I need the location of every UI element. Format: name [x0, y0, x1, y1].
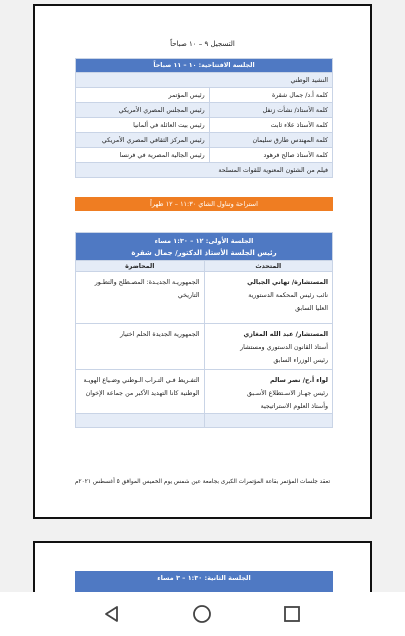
- speaker-cell: [204, 370, 333, 414]
- opening-role: رئيس المركز الثقافي المصري الأمريكي: [76, 133, 210, 148]
- speaker-bio: وأستاذ العلوم الاستراتيجية: [260, 403, 328, 410]
- registration-line: التسجيل ٩ – ١٠ صباحاً: [170, 40, 235, 48]
- lecture-title: الجمهوريـة الجديـدة: المصـطلح والتطـور: [94, 279, 200, 286]
- session1-header: [76, 233, 333, 261]
- lecture-cell: [76, 370, 205, 414]
- break-banner: استراحة وتناول الشاي ١١:٣٠ – ١٢ ظهراً: [75, 197, 333, 211]
- speaker-bio: العليا السابق: [295, 305, 328, 312]
- opening-role: رئيس الجالية المصرية في فرنسا: [76, 148, 210, 163]
- session1-time: الجلسة الأولى: ١٢ – ١:٣٠ مساء: [154, 236, 254, 245]
- opening-speech: كلمة الأستاذ صالح فرهود: [209, 148, 332, 163]
- lecture-title: التاريخي: [177, 292, 200, 299]
- speaker-bio: رئيس جهـاز الاسـتطلاع الأسـبق: [247, 390, 328, 397]
- back-triangle-icon: [103, 605, 121, 623]
- lecture-title: التفـريط فـي التـراب الـوطني وضـياع الهويـة: [83, 377, 200, 384]
- opening-speech: كلمة المهندس طارق سليمان: [209, 133, 332, 148]
- speaker-name: المستشار/ عبد الله المغازي: [243, 331, 328, 338]
- session1-chair: رئيس الجلسة الأستاذ الدكتور/ جمال شقرة: [131, 248, 277, 257]
- opening-role: رئيس المؤتمر: [76, 88, 210, 103]
- speaker-cell: [204, 272, 333, 324]
- opening-session-table: [75, 58, 333, 178]
- speaker-name: لواء أ.ح/ نصر سالم: [269, 377, 328, 384]
- venue-footer: تعقد جلسات المؤتمر بقاعة المؤتمرات الكبرى بجامعة عين شمس يوم الخميس الموافق ٥ أغسطس ٢٠٢١م: [74, 479, 331, 485]
- recents-square-icon: [283, 605, 301, 623]
- opening-row: النشيد الوطني: [76, 73, 333, 88]
- home-circle-icon: [192, 604, 212, 624]
- session1-table: [75, 232, 333, 428]
- opening-role: رئيس بيت العائلة في ألمانيا: [76, 118, 210, 133]
- speaker-bio: رئيس الوزراء السابق: [273, 357, 328, 364]
- speaker-cell: [204, 324, 333, 370]
- lecture-title: الوطنية كانا التهديد الأكبر من جماعة الإخوان: [85, 390, 200, 397]
- opening-role: رئيس المجلس المصري الأمريكي: [76, 103, 210, 118]
- column-lecture: المحاضرة: [76, 261, 205, 272]
- navigation-bar: [0, 592, 405, 636]
- home-button[interactable]: [188, 600, 216, 628]
- opening-speech: كلمة أ.د/ جمال شقرة: [209, 88, 332, 103]
- speaker-bio: أستاذ القانون الدستوري ومستشار: [240, 344, 328, 351]
- column-speaker: المتحدث: [204, 261, 333, 272]
- lecture-cell: [76, 324, 205, 370]
- document-page-1: [33, 4, 372, 519]
- empty-cell: [76, 414, 205, 428]
- back-button[interactable]: [98, 600, 126, 628]
- session2-header: الجلسة الثانية: ١:٣٠ – ٣ مساء: [75, 571, 333, 601]
- recents-button[interactable]: [278, 600, 306, 628]
- opening-row: فيلم من الشئون المعنوية للقوات المسلحة: [76, 163, 333, 178]
- opening-speech: كلمة الأستاذ/ نشأت زنفل: [209, 103, 332, 118]
- speaker-name: المستشارة/ تهاني الجبالي: [247, 279, 328, 286]
- speaker-bio: نائب رئيس المحكمة الدستورية: [248, 292, 328, 299]
- empty-cell: [204, 414, 333, 428]
- opening-session-header: الجلسة الافتتاحية: ١٠ – ١١ صباحاً: [76, 59, 333, 73]
- lecture-cell: [76, 272, 205, 324]
- opening-speech: كلمة الأستاذ علاء ثابت: [209, 118, 332, 133]
- lecture-title: الجمهورية الجديدة الحلم اختيار: [119, 331, 200, 338]
